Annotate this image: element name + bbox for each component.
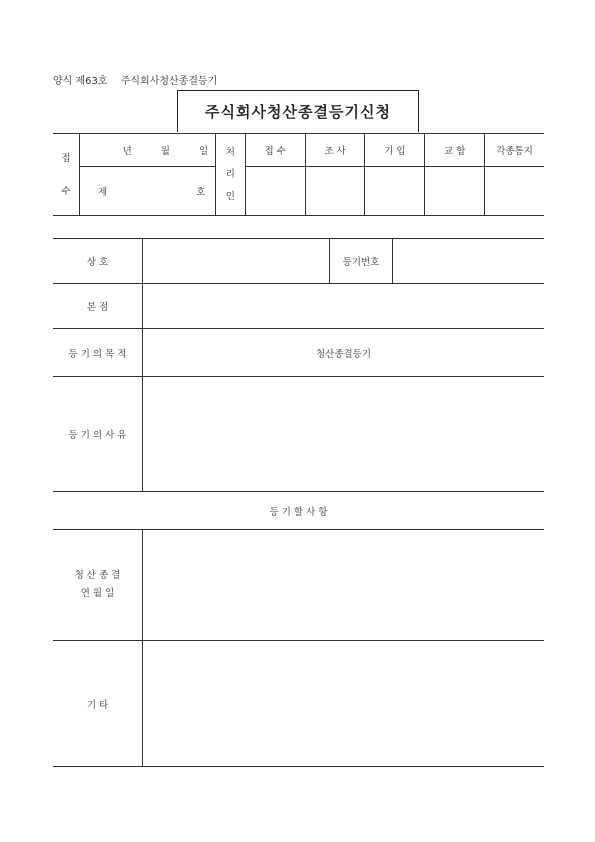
col-receipt: 접 수 (245, 134, 305, 167)
registration-number-field[interactable] (393, 239, 545, 284)
receipt-date-cell[interactable] (79, 134, 215, 167)
form-number: 양식 제63호 (53, 76, 108, 87)
year-label: 년 (122, 146, 132, 157)
check-stamp[interactable] (425, 167, 485, 216)
receipt-side-top: 접 (61, 152, 71, 164)
number-prefix: 제 (97, 187, 108, 198)
purpose-label: 등 기 의 목 적 (53, 329, 143, 377)
col-entry: 기 입 (365, 134, 425, 167)
completion-date-label: 청 산 종 결 연 월 일 (53, 530, 143, 641)
purpose-value[interactable]: 청산종결등기 (143, 329, 545, 377)
other-field[interactable] (143, 641, 545, 767)
receipt-table (53, 133, 544, 216)
entry-stamp[interactable] (365, 167, 425, 216)
reason-label: 등 기 의 사 유 (53, 377, 143, 492)
handler-label: 처 리 인 (215, 134, 245, 216)
receipt-stamp[interactable] (245, 167, 305, 216)
other-label: 기 타 (53, 641, 143, 767)
col-notices: 각종통지 (485, 134, 544, 167)
month-label: 월 (160, 146, 170, 157)
receipt-side-bottom: 수 (61, 185, 71, 197)
receipt-number-cell[interactable] (79, 167, 215, 216)
matters-header: 등 기 할 사 항 (53, 492, 544, 530)
col-check: 교 합 (425, 134, 485, 167)
review-stamp[interactable] (305, 167, 365, 216)
head-office-field[interactable] (143, 284, 545, 329)
form-title: 주식회사청산종결등기신청 (177, 90, 419, 132)
form-header-label (53, 72, 227, 87)
trade-name-field[interactable] (143, 239, 330, 284)
day-label: 일 (199, 146, 209, 157)
application-table (53, 238, 544, 767)
receipt-side-label (53, 134, 79, 216)
number-suffix: 호 (196, 187, 206, 198)
col-review: 조 사 (305, 134, 365, 167)
notices-stamp[interactable] (485, 167, 544, 216)
reason-field[interactable] (143, 377, 545, 492)
registration-number-label: 등기번호 (330, 239, 393, 284)
trade-name-label: 상 호 (53, 239, 143, 284)
head-office-label: 본 점 (53, 284, 143, 329)
completion-date-field[interactable] (143, 530, 545, 641)
form-name: 주식회사청산종결등기 (120, 76, 218, 87)
